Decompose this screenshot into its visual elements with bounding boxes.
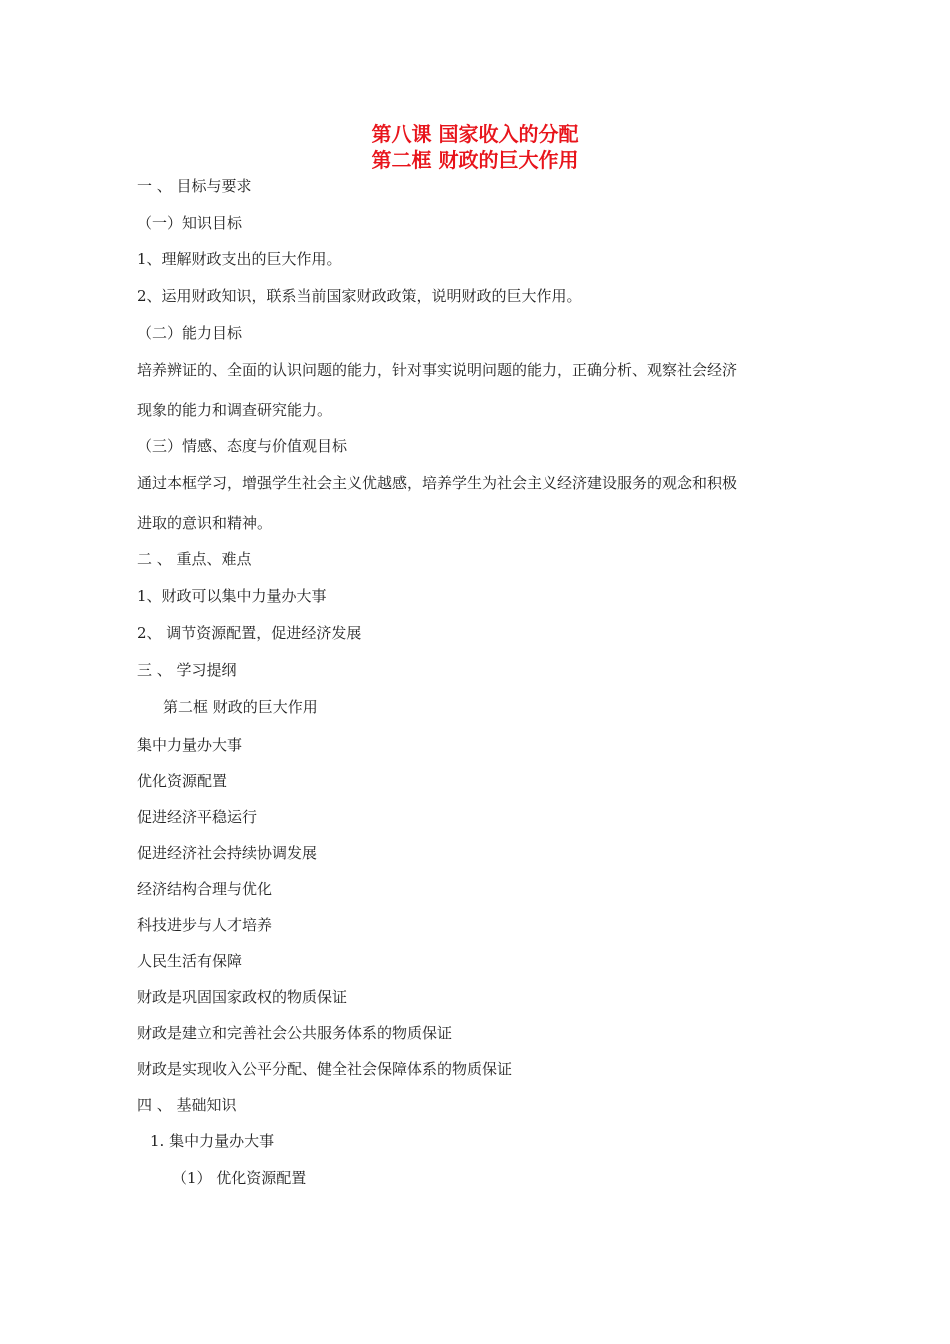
outline-item: 促进经济社会持续协调发展	[137, 844, 318, 862]
title-line-1: 第八课 国家收入的分配	[371, 122, 579, 146]
outline-item: 集中力量办大事	[137, 736, 243, 754]
knowledge-heading: 1. 集中力量办大事	[150, 1132, 275, 1150]
section-heading-1: 一 、 目标与要求	[137, 177, 252, 195]
knowledge-subheading: （1） 优化资源配置	[172, 1169, 307, 1187]
body-line: 进取的意识和精神。	[137, 514, 273, 532]
outline-item: 优化资源配置	[137, 772, 228, 790]
outline-item: 人民生活有保障	[137, 952, 243, 970]
section-heading-4: 四 、 基础知识	[137, 1096, 237, 1114]
document-title	[0, 121, 950, 173]
section-heading-2: 二 、 重点、难点	[137, 550, 252, 568]
title-line-2: 第二框 财政的巨大作用	[371, 148, 579, 172]
body-line: 培养辨证的、全面的认识问题的能力，针对事实说明问题的能力，正确分析、观察社会经济	[137, 361, 738, 379]
outline-item: 科技进步与人才培养	[137, 916, 273, 934]
body-line: 通过本框学习，增强学生社会主义优越感，培养学生为社会主义经济建设服务的观念和积极	[137, 474, 738, 492]
body-line: 现象的能力和调查研究能力。	[137, 401, 333, 419]
outline-item: 财政是巩固国家政权的物质保证	[137, 988, 348, 1006]
body-line: 2、 调节资源配置，促进经济发展	[137, 624, 362, 642]
subsection-heading: （三）情感、态度与价值观目标	[137, 437, 348, 455]
section-heading-3: 三 、 学习提纲	[137, 661, 237, 679]
subsection-heading: （二）能力目标	[137, 324, 243, 342]
outline-item: 促进经济平稳运行	[137, 808, 258, 826]
body-line: 1、理解财政支出的巨大作用。	[137, 250, 342, 268]
body-line: 1、财政可以集中力量办大事	[137, 587, 327, 605]
body-line: 2、运用财政知识，联系当前国家财政政策，说明财政的巨大作用。	[137, 287, 582, 305]
outline-item: 经济结构合理与优化	[137, 880, 273, 898]
outline-item: 财政是建立和完善社会公共服务体系的物质保证	[137, 1024, 453, 1042]
outline-item: 财政是实现收入公平分配、健全社会保障体系的物质保证	[137, 1060, 513, 1078]
outline-title: 第二框 财政的巨大作用	[163, 698, 318, 716]
subsection-heading: （一）知识目标	[137, 214, 243, 232]
